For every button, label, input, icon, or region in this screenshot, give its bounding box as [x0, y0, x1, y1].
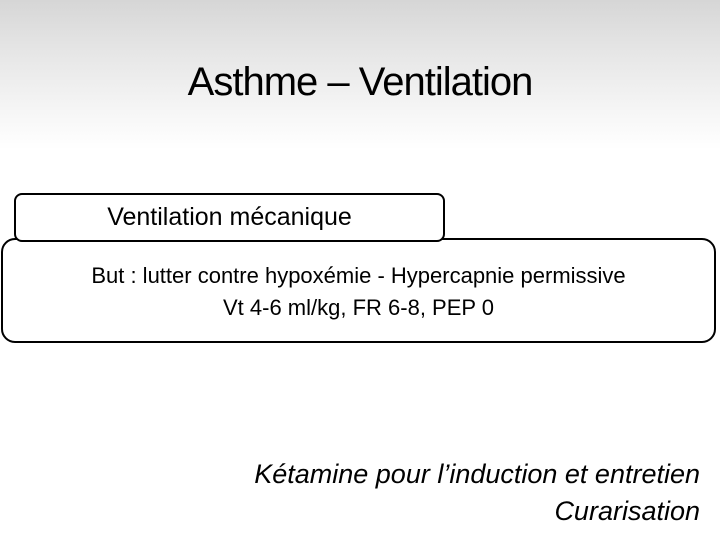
slide-title: Asthme – Ventilation — [187, 60, 533, 104]
note-curarisation: Curarisation — [554, 496, 700, 526]
content-line-settings: Vt 4-6 ml/kg, FR 6-8, PEP 0 — [222, 295, 495, 320]
ventilation-content-box — [1, 238, 716, 343]
tab-label-text: Ventilation mécanique — [107, 203, 352, 231]
notes-block — [254, 456, 700, 530]
ventilation-tab-label — [14, 193, 445, 242]
note-ketamine: Kétamine pour l’induction et entretien — [254, 459, 700, 489]
content-line-goal: But : lutter contre hypoxémie - Hypercapnie permissive — [91, 263, 626, 288]
